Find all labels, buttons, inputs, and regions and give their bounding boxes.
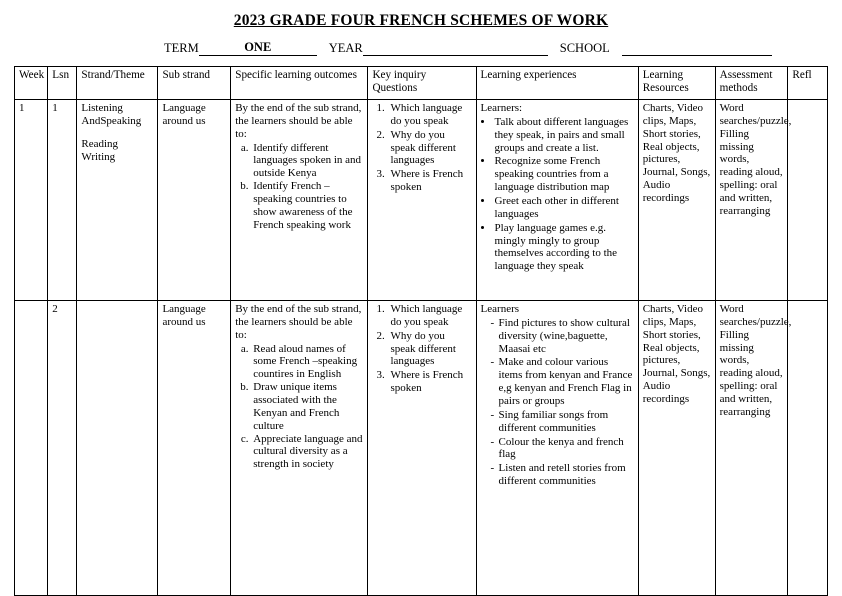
cell-resources: Charts, Video clips, Maps, Short stories, Real objects, pictures, Journal, Songs, Audio recordings <box>638 301 715 596</box>
year-value[interactable] <box>363 55 548 56</box>
outcomes-intro: By the end of the sub strand, the learners should be able to: <box>235 102 362 140</box>
list-item: 2. Why do you speak different languages <box>387 330 472 369</box>
cell-experiences <box>476 301 638 596</box>
table-header-row <box>15 67 828 100</box>
strand-line-1: Listening AndSpeaking <box>81 102 142 127</box>
list-item: - Colour the kenya and french flag <box>491 436 635 462</box>
cell-questions <box>368 100 476 301</box>
school-label: SCHOOL <box>559 41 610 55</box>
list-item: b. Identify French –speaking countries to show awareness of the French speaking work <box>251 180 364 231</box>
term-field <box>164 40 317 56</box>
list-item: • Recognize some French speaking countries from a language distribution map <box>494 155 635 194</box>
experiences-intro: Learners: <box>480 102 523 114</box>
column-header-outcomes: Specific learning outcomes <box>231 67 368 100</box>
column-header-resources: Learning Resources <box>638 67 715 100</box>
list-item: a. Identify different languages spoken in and outside Kenya <box>251 142 364 181</box>
cell-reflection <box>788 100 828 301</box>
experiences-intro: Learners <box>480 303 520 315</box>
table-row <box>15 301 828 596</box>
column-header-substrand: Sub strand <box>158 67 231 100</box>
list-item: b. Draw unique items associated with the Kenyan and French culture <box>251 381 364 432</box>
year-field <box>329 41 548 56</box>
cell-assessment: Word searches/puzzle, Filling missing words, reading aloud, spelling: oral and written, rearranging <box>715 301 788 596</box>
cell-lesson: 1 <box>48 100 77 301</box>
cell-assessment: Word searches/puzzle, Filling missing words, reading aloud, spelling: oral and written, rearranging <box>715 100 788 301</box>
questions-list <box>372 102 472 194</box>
list-item: a. Read aloud names of some French –speaking countires in English <box>251 343 364 382</box>
school-field <box>560 41 772 56</box>
column-header-lesson: Lsn <box>48 67 77 100</box>
list-item: - Make and colour various items from kenyan and France e,g kenyan and French Flag in pairs or groups <box>491 356 635 407</box>
column-header-reflection: Refl <box>788 67 828 100</box>
list-item: 3. Where is French spoken <box>387 168 472 194</box>
cell-strand <box>77 100 158 301</box>
cell-outcomes <box>231 100 368 301</box>
strand-spacer <box>81 128 154 138</box>
cell-lesson: 2 <box>48 301 77 596</box>
cell-strand <box>77 301 158 596</box>
list-item: c. Appreciate language and cultural diversity as a strength in society <box>251 433 364 472</box>
list-item: • Talk about different languages they speak, in pairs and small groups and create a list. <box>494 116 635 155</box>
cell-substrand: Language around us <box>158 301 231 596</box>
column-header-questions: Key inquiry Questions <box>368 67 476 100</box>
list-item: - Listen and retell stories from different communities <box>491 462 635 488</box>
cell-week: 1 <box>15 100 48 301</box>
column-header-strand: Strand/Theme <box>77 67 158 100</box>
list-item: 1. Which language do you speak <box>387 303 472 329</box>
cell-week <box>15 301 48 596</box>
outcomes-intro: By the end of the sub strand, the learners should be able to: <box>235 303 362 341</box>
page-title: 2023 GRADE FOUR FRENCH SCHEMES OF WORK <box>233 12 609 29</box>
list-item: 3. Where is French spoken <box>387 369 472 395</box>
schemes-table <box>14 66 828 596</box>
strand-line-3: Writing <box>81 150 116 163</box>
cell-questions <box>368 301 476 596</box>
outcomes-list <box>235 142 364 232</box>
list-item: - Sing familiar songs from different communities <box>491 409 635 435</box>
cell-experiences <box>476 100 638 301</box>
list-item: 1. Which language do you speak <box>387 102 472 128</box>
table-row <box>15 100 828 301</box>
document-meta-line <box>14 40 828 56</box>
list-item: • Play language games e.g. mingly mingly to group themselves according to the language they speak <box>494 222 635 273</box>
list-item: - Find pictures to show cultural diversity (wine,baguette, Maasai etc <box>491 317 635 356</box>
term-label: TERM <box>164 41 199 55</box>
cell-reflection <box>788 301 828 596</box>
list-item: • Greet each other in different languages <box>494 195 635 221</box>
experiences-list <box>481 116 635 273</box>
year-label: YEAR <box>328 41 363 55</box>
cell-substrand: Language around us <box>158 100 231 301</box>
school-value[interactable] <box>622 55 772 56</box>
column-header-week: Week <box>15 67 48 100</box>
list-item: 2. Why do you speak different languages <box>387 129 472 168</box>
column-header-experiences: Learning experiences <box>476 67 638 100</box>
cell-resources: Charts, Video clips, Maps, Short stories, Real objects, pictures, Journal, Songs, Audio recordings <box>638 100 715 301</box>
cell-outcomes <box>231 301 368 596</box>
experiences-list <box>481 317 635 488</box>
outcomes-list <box>235 343 364 472</box>
term-value[interactable]: ONE <box>199 40 317 56</box>
column-header-assessment: Assessment methods <box>715 67 788 100</box>
questions-list <box>372 303 472 395</box>
strand-line-2: Reading <box>81 137 119 150</box>
